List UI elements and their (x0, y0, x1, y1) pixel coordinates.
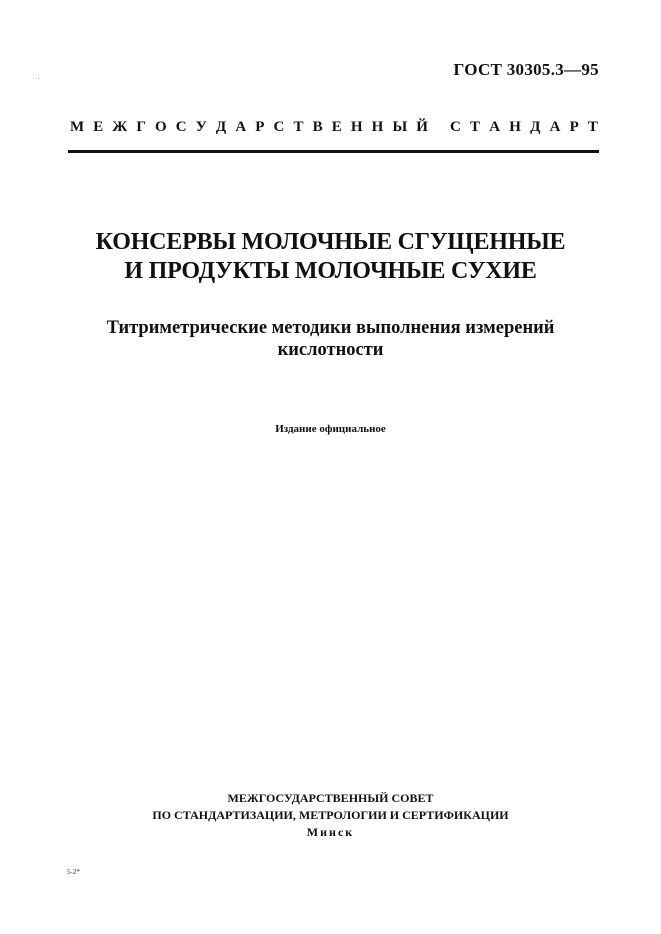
print-code: 5-2* (67, 868, 80, 876)
document-title-line-1: КОНСЕРВЫ МОЛОЧНЫЕ СГУЩЕННЫЕ (95, 229, 566, 255)
heading-letter: С (273, 119, 285, 135)
publisher-block (0, 790, 661, 841)
heading-letter: М (70, 119, 85, 135)
heading-letter: Т (293, 119, 304, 135)
heading-letter: Ы (392, 119, 408, 135)
heading-letter: Н (350, 119, 363, 135)
publisher-line-1: МЕЖГОСУДАРСТВЕННЫЙ СОВЕТ (227, 791, 434, 805)
heading-letter: А (549, 119, 561, 135)
standard-type-word-1 (70, 119, 428, 136)
document-title-line-2: И ПРОДУКТЫ МОЛОЧНЫЕ СУХИЕ (124, 258, 537, 284)
heading-letter: О (155, 119, 167, 135)
heading-letter: Р (255, 119, 265, 135)
heading-letter: Р (569, 119, 579, 135)
heading-letter: Е (93, 119, 104, 135)
heading-letter: А (235, 119, 247, 135)
scan-speck (38, 78, 39, 79)
heading-letter: Д (215, 119, 227, 135)
document-subtitle-line-1: Титриметрические методики выполнения измерений (106, 318, 555, 338)
heading-letter: Ж (112, 119, 128, 135)
heading-letter: Д (530, 119, 541, 135)
heading-letter: С (450, 119, 461, 135)
document-subtitle (0, 317, 661, 361)
heading-rule (68, 150, 599, 153)
edition-label: Издание официальное (275, 423, 386, 435)
heading-letter: Е (331, 119, 342, 135)
heading-letter: Н (509, 119, 521, 135)
heading-letter: Г (136, 119, 146, 135)
heading-letter: С (175, 119, 187, 135)
document-number: ГОСТ 30305.3—95 (453, 60, 599, 79)
standard-type-heading (70, 119, 598, 136)
heading-letter: В (312, 119, 323, 135)
publisher-city: Минск (306, 825, 355, 839)
heading-letter: Й (416, 119, 428, 135)
heading-letter: Т (470, 119, 481, 135)
heading-letter: Т (587, 119, 598, 135)
heading-letter: А (489, 119, 501, 135)
document-title (0, 228, 661, 286)
document-subtitle-line-2: кислотности (277, 340, 384, 360)
publisher-line-2: ПО СТАНДАРТИЗАЦИИ, МЕТРОЛОГИИ И СЕРТИФИКАЦИИ (152, 808, 509, 822)
heading-letter: Н (371, 119, 384, 135)
standard-type-word-2 (450, 119, 598, 136)
heading-letter: У (195, 119, 207, 135)
